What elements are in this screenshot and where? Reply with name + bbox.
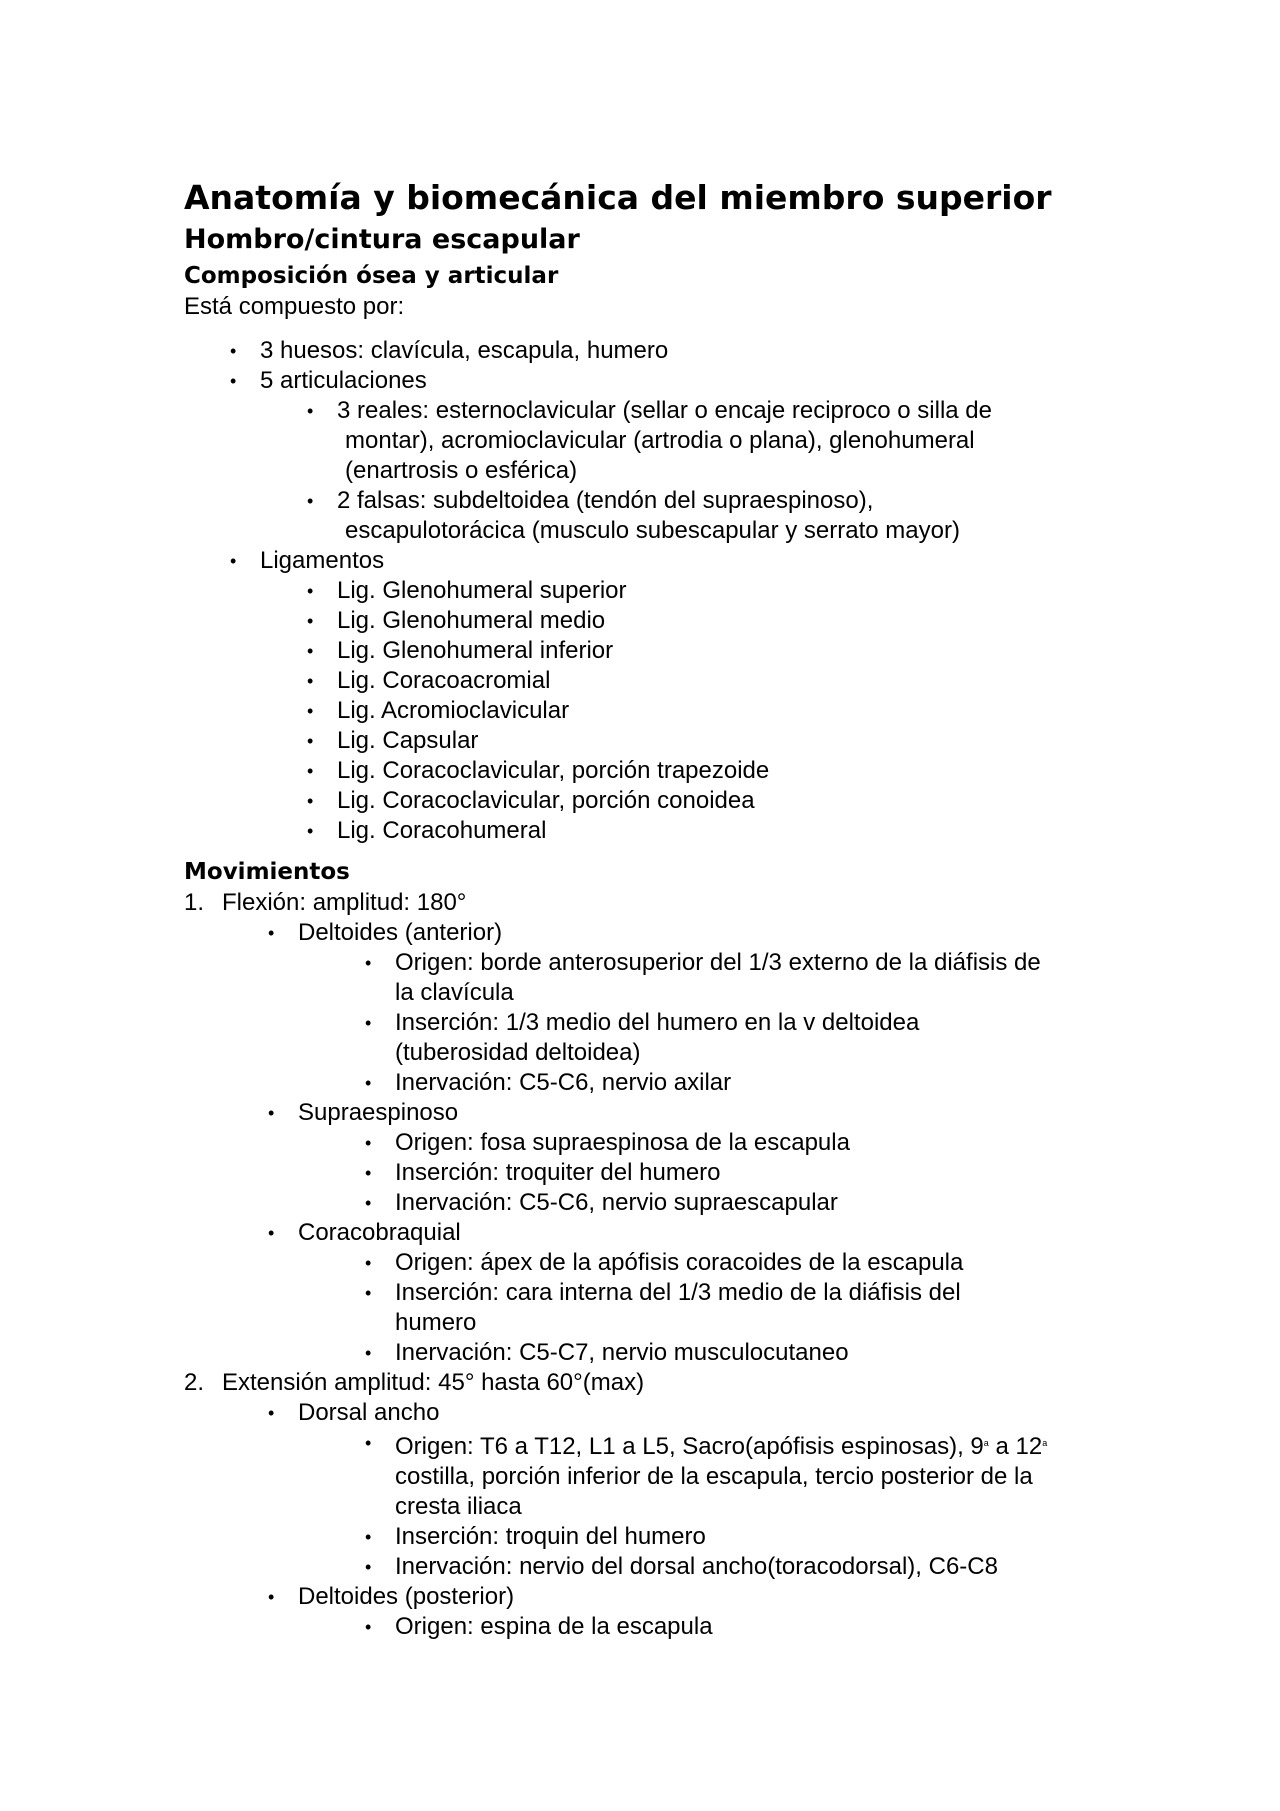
list-item: • Origen: ápex de la apófisis coracoides de la escapula <box>365 1249 964 1276</box>
bullet-icon: • <box>307 671 314 691</box>
list-item: • Origen: espina de la escapula <box>365 1613 713 1640</box>
list-item: • Inervación: nervio del dorsal ancho(toracodorsal), C6-C8 <box>365 1553 998 1580</box>
list-item: • Origen: T6 a T12, L1 a L5, Sacro(apófisis espinosas), 9$^a$ a 12$^a$ costilla, porción inferior de la escapula, tercio posterior de la cresta iliaca <box>395 1428 1124 1522</box>
bullet-icon: • <box>307 581 314 601</box>
list-item: • Origen: fosa supraespinosa de la escapula <box>365 1129 850 1156</box>
bullet-icon: • <box>365 1163 372 1183</box>
list-item: • Inserción: troquiter del humero <box>365 1159 721 1186</box>
bullet-icon: • <box>268 1587 275 1607</box>
intro-text: Está compuesto por: <box>184 293 405 320</box>
bullet-icon: • <box>268 1103 275 1123</box>
bullet-icon: • <box>230 551 237 571</box>
bullet-icon: • <box>230 371 237 391</box>
list-item: • 3 reales: esternoclavicular (sellar o encaje reciproco o silla de montar), acromioclavicular (artrodia o plana), glenohumeral (enartrosis o esférica) <box>307 397 992 484</box>
list-item: • Deltoides (anterior) <box>268 919 503 946</box>
list-item: • Inervación: C5-C6, nervio axilar <box>365 1069 732 1096</box>
list-item: • Supraespinoso <box>268 1099 459 1126</box>
bullet-icon: • <box>307 791 314 811</box>
list-item: • Lig. Glenohumeral medio <box>307 607 606 634</box>
list-item: • Inserción: troquin del humero <box>365 1523 706 1550</box>
bullet-icon: • <box>365 1283 372 1303</box>
list-item: 2. Extensión amplitud: 45° hasta 60°(max) <box>184 1369 645 1396</box>
composition-list <box>184 336 1124 846</box>
movimientos-list <box>184 888 1124 1642</box>
list-item: • 5 articulaciones <box>230 367 427 394</box>
bullet-icon: • <box>365 1073 372 1093</box>
section-heading: Hombro/cintura escapular <box>184 224 580 255</box>
bullet-icon: • <box>365 1557 372 1577</box>
list-item: • Deltoides (posterior) <box>268 1583 515 1610</box>
bullet-icon: • <box>365 1343 372 1363</box>
bullet-icon: • <box>307 731 314 751</box>
bullet-icon: • <box>365 1193 372 1213</box>
bullet-icon: • <box>307 401 314 421</box>
list-item: • Lig. Glenohumeral inferior <box>307 637 614 664</box>
bullet-icon: • <box>365 1013 372 1033</box>
list-item: • 3 huesos: clavícula, escapula, humero <box>230 337 669 364</box>
bullet-icon: • <box>307 761 314 781</box>
list-item: • Lig. Coracoclavicular, porción conoidea <box>307 787 755 814</box>
bullet-icon: • <box>365 1433 372 1453</box>
list-item: • Inervación: C5-C7, nervio musculocutaneo <box>365 1339 849 1366</box>
bullet-icon: • <box>307 611 314 631</box>
list-item: • Lig. Coracoacromial <box>307 667 551 694</box>
list-item: • Inserción: 1/3 medio del humero en la v deltoidea (tuberosidad deltoidea) <box>365 1009 920 1066</box>
bullet-icon: • <box>307 491 314 511</box>
document-page <box>184 176 1124 1642</box>
bullet-icon: • <box>307 701 314 721</box>
movimientos-heading: Movimientos <box>184 859 350 885</box>
bullet-icon: • <box>307 641 314 661</box>
list-item: • Coracobraquial <box>268 1219 461 1246</box>
bullet-icon: • <box>268 1223 275 1243</box>
list-item: • Lig. Coracoclavicular, porción trapezoide <box>307 757 770 784</box>
list-item: • 2 falsas: subdeltoidea (tendón del supraespinoso), escapulotorácica (musculo subescapular y serrato mayor) <box>307 487 960 544</box>
sublist-ligamentos <box>260 576 1124 846</box>
bullet-icon: • <box>365 1527 372 1547</box>
bullet-icon: • <box>365 1617 372 1637</box>
document-title: Anatomía y biomecánica del miembro superior <box>184 178 1052 217</box>
sublist-flexion <box>184 918 1124 1368</box>
list-item: • Lig. Glenohumeral superior <box>307 577 627 604</box>
subsection-heading: Composición ósea y articular <box>184 263 559 289</box>
list-item: 1. Flexión: amplitud: 180° <box>184 889 467 916</box>
sublist-articulaciones <box>260 396 1124 546</box>
list-item: • Lig. Capsular <box>307 727 479 754</box>
list-item: • Inervación: C5-C6, nervio supraescapular <box>365 1189 838 1216</box>
bullet-icon: • <box>230 341 237 361</box>
bullet-icon: • <box>365 1253 372 1273</box>
bullet-icon: • <box>307 821 314 841</box>
bullet-icon: • <box>365 953 372 973</box>
list-item: • Lig. Acromioclavicular <box>307 697 570 724</box>
list-item: • Ligamentos <box>230 547 385 574</box>
list-item: • Inserción: cara interna del 1/3 medio de la diáfisis del humero <box>365 1279 961 1336</box>
list-item: • Origen: borde anterosuperior del 1/3 externo de la diáfisis de la clavícula <box>365 949 1041 1006</box>
bullet-icon: • <box>268 1403 275 1423</box>
bullet-icon: • <box>268 923 275 943</box>
bullet-icon: • <box>365 1133 372 1153</box>
list-item: • Dorsal ancho <box>268 1399 440 1426</box>
list-item: • Lig. Coracohumeral <box>307 817 547 844</box>
sublist-extension <box>184 1398 1124 1642</box>
